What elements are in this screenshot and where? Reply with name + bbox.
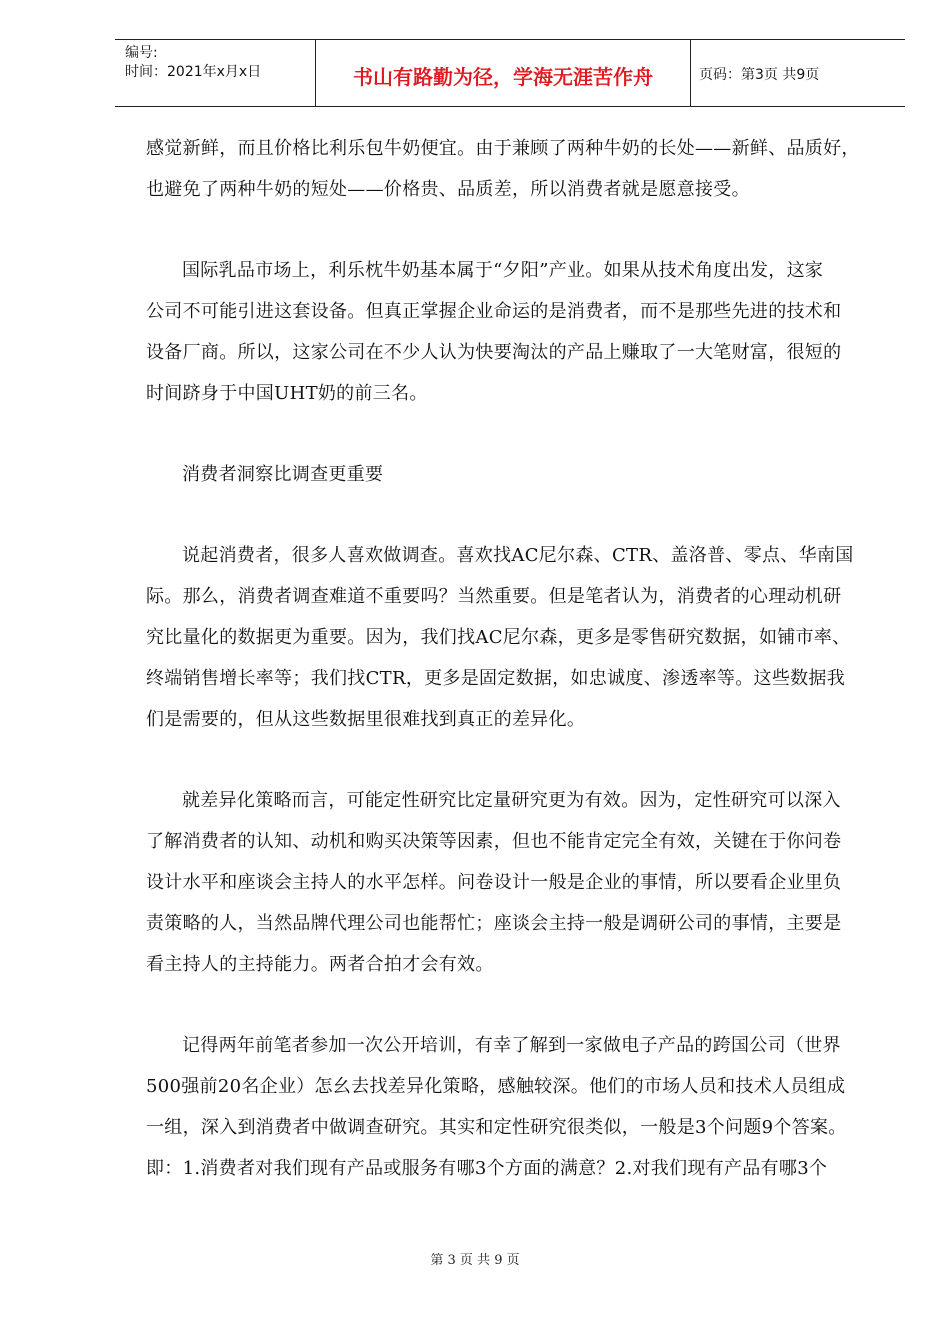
text-line: 究比量化的数据更为重要。因为，我们找AC尼尔森，更多是零售研究数据，如铺市率、: [146, 627, 851, 648]
text-line: 时间跻身于中国UHT奶的前三名。: [146, 383, 428, 404]
text-line: 记得两年前笔者参加一次公开培训，有幸了解到一家做电子产品的跨国公司（世界: [182, 1035, 841, 1056]
text-line: 设备厂商。所以，这家公司在不少人认为快要淘汰的产品上赚取了一大笔财富，很短的: [146, 342, 842, 363]
text-line: 了解消费者的认知、动机和购买决策等因素，但也不能肯定完全有效，关键在于你问卷: [146, 831, 842, 852]
text-line: 也避免了两种牛奶的短处——价格贵、品质差，所以消费者就是愿意接受。: [146, 179, 750, 200]
paragraph: [146, 535, 880, 740]
text-line: 500强前20名企业）怎幺去找差异化策略，感触较深。他们的市场人员和技术人员组成: [146, 1076, 846, 1097]
document-number-label: 编号:: [125, 45, 158, 61]
text-line: 际。那么，消费者调查难道不重要吗？当然重要。但是笔者认为，消费者的心理动机研: [146, 586, 842, 607]
text-line: 感觉新鲜，而且价格比利乐包牛奶便宜。由于兼顾了两种牛奶的长处——新鲜、品质好，: [146, 138, 860, 159]
heading-text: 消费者洞察比调查更重要: [182, 464, 384, 485]
header-meta: [115, 40, 316, 106]
header-motto: 书山有路勤为径，学海无涯苦作舟: [316, 40, 691, 106]
text-line: 国际乳品市场上，利乐枕牛奶基本属于“夕阳”产业。如果从技术角度出发，这家: [182, 260, 824, 281]
text-line: 说起消费者，很多人喜欢做调查。喜欢找AC尼尔森、CTR、盖洛普、零点、华南国: [182, 545, 854, 566]
paragraph: [146, 780, 880, 985]
text-line: 们是需要的，但从这些数据里很难找到真正的差异化。: [146, 709, 586, 730]
text-line: 即：1.消费者对我们现有产品或服务有哪3个方面的满意？2.对我们现有产品有哪3个: [146, 1158, 828, 1179]
text-line: 终端销售增长率等；我们找CTR，更多是固定数据，如忠诚度、渗透率等。这些数据我: [146, 668, 846, 689]
text-line: 一组，深入到消费者中做调查研究。其实和定性研究很类似，一般是3个问题9个答案。: [146, 1117, 847, 1138]
text-line: 就差异化策略而言，可能定性研究比定量研究更为有效。因为，定性研究可以深入: [182, 790, 841, 811]
paragraph: [146, 250, 880, 414]
document-body: [146, 128, 880, 1229]
paragraph: [146, 128, 880, 210]
document-time-label: 时间：2021年x月x日: [125, 64, 262, 80]
paragraph: [146, 1025, 880, 1189]
text-line: 责策略的人，当然品牌代理公司也能帮忙；座谈会主持一般是调研公司的事情，主要是: [146, 913, 842, 934]
text-line: 公司不可能引进这套设备。但真正掌握企业命运的是消费者，而不是那些先进的技术和: [146, 301, 842, 322]
page-header: [115, 39, 905, 107]
header-page-info: 页码：第3页 共9页: [699, 67, 820, 83]
page-footer: 第 3 页 共 9 页: [430, 1253, 520, 1268]
section-heading: [146, 454, 880, 495]
text-line: 设计水平和座谈会主持人的水平怎样。问卷设计一般是企业的事情，所以要看企业里负: [146, 872, 842, 893]
text-line: 看主持人的主持能力。两者合拍才会有效。: [146, 954, 494, 975]
